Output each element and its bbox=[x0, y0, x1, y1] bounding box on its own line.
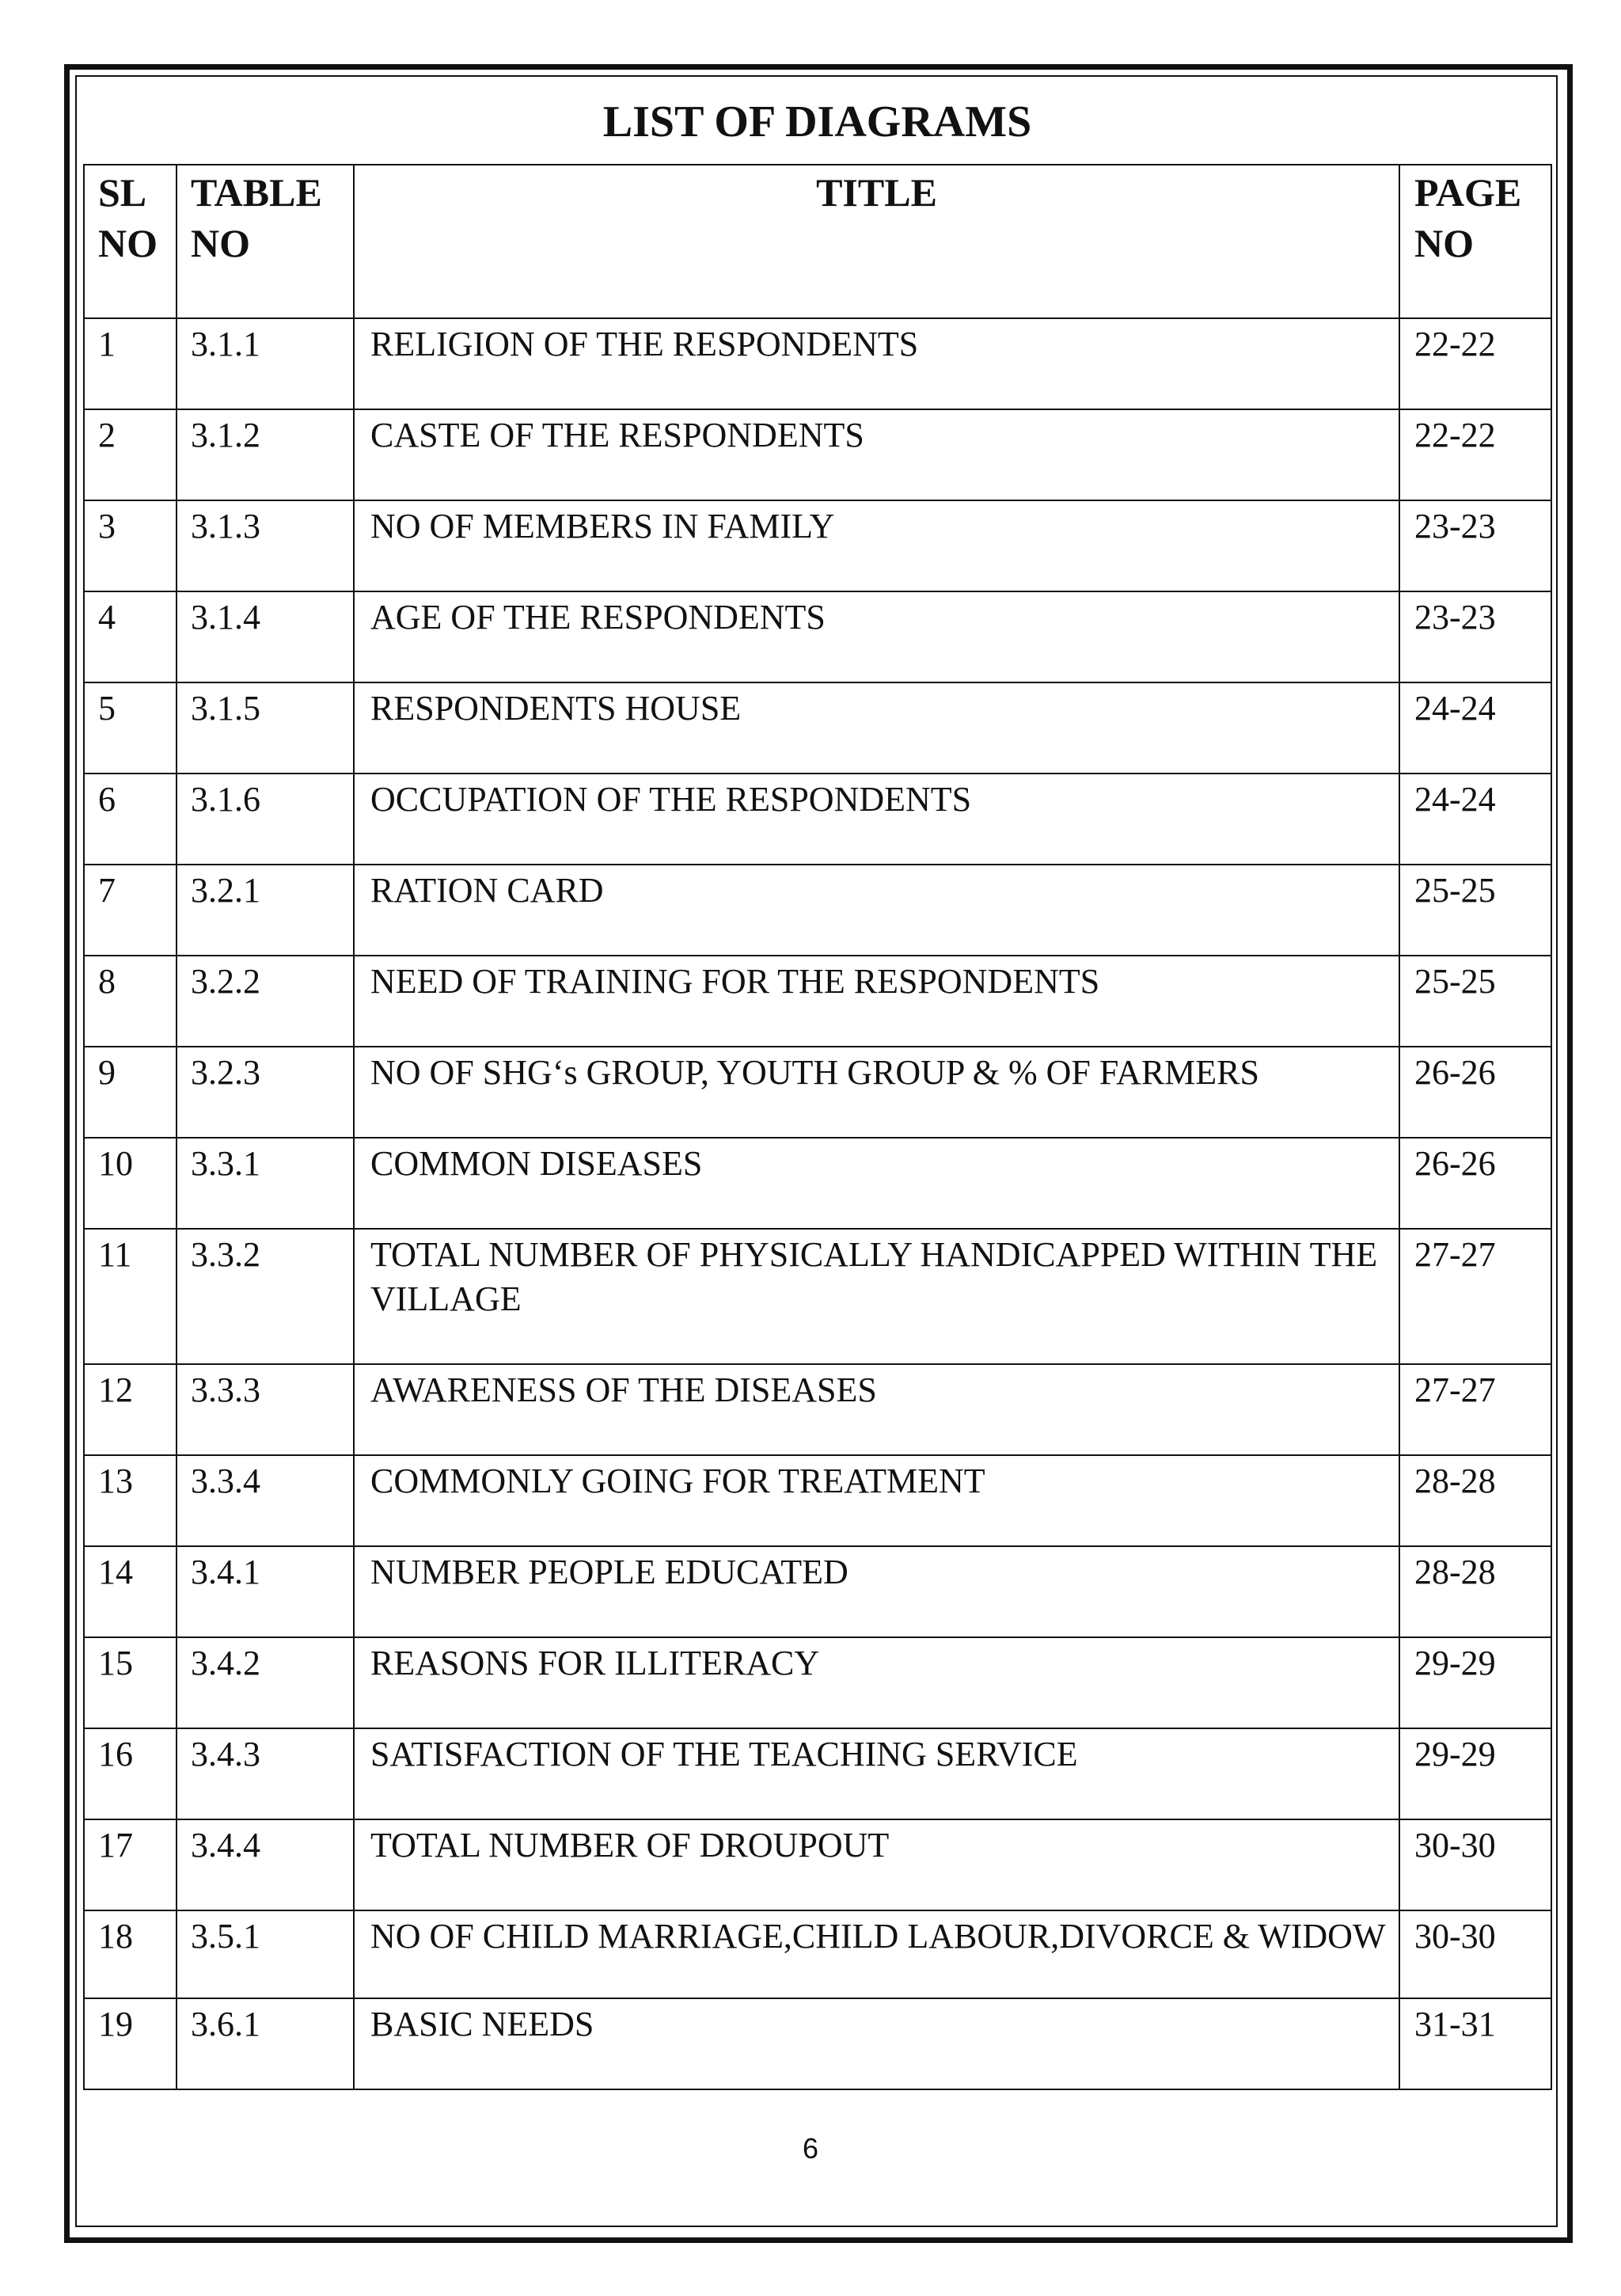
cell-page-no: 22-22 bbox=[1399, 409, 1551, 500]
table-row bbox=[84, 591, 1551, 682]
cell-table-no: 3.4.3 bbox=[177, 1728, 354, 1819]
cell-sl-no: 6 bbox=[84, 774, 177, 865]
cell-title: AGE OF THE RESPONDENTS bbox=[354, 591, 1399, 682]
cell-title: SATISFACTION OF THE TEACHING SERVICE bbox=[354, 1728, 1399, 1819]
cell-title: OCCUPATION OF THE RESPONDENTS bbox=[354, 774, 1399, 865]
cell-title: COMMON DISEASES bbox=[354, 1138, 1399, 1229]
table-row bbox=[84, 1819, 1551, 1910]
cell-title: REASONS FOR ILLITERACY bbox=[354, 1637, 1399, 1728]
cell-sl-no: 7 bbox=[84, 865, 177, 956]
table-row bbox=[84, 1364, 1551, 1455]
cell-page-no: 27-27 bbox=[1399, 1364, 1551, 1455]
cell-title: NEED OF TRAINING FOR THE RESPONDENTS bbox=[354, 956, 1399, 1047]
cell-page-no: 29-29 bbox=[1399, 1637, 1551, 1728]
table-row bbox=[84, 318, 1551, 409]
table-row bbox=[84, 1546, 1551, 1637]
cell-page-no: 30-30 bbox=[1399, 1910, 1551, 1998]
cell-title: TOTAL NUMBER OF DROUPOUT bbox=[354, 1819, 1399, 1910]
cell-title: TOTAL NUMBER OF PHYSICALLY HANDICAPPED WITHIN THE VILLAGE bbox=[354, 1229, 1399, 1364]
table-row bbox=[84, 865, 1551, 956]
cell-page-no: 28-28 bbox=[1399, 1546, 1551, 1637]
cell-sl-no: 4 bbox=[84, 591, 177, 682]
cell-title: CASTE OF THE RESPONDENTS bbox=[354, 409, 1399, 500]
cell-title: NO OF MEMBERS IN FAMILY bbox=[354, 500, 1399, 591]
cell-page-no: 25-25 bbox=[1399, 956, 1551, 1047]
cell-page-no: 28-28 bbox=[1399, 1455, 1551, 1546]
cell-sl-no: 14 bbox=[84, 1546, 177, 1637]
cell-page-no: 23-23 bbox=[1399, 500, 1551, 591]
cell-table-no: 3.5.1 bbox=[177, 1910, 354, 1998]
cell-page-no: 29-29 bbox=[1399, 1728, 1551, 1819]
cell-table-no: 3.1.1 bbox=[177, 318, 354, 409]
cell-page-no: 23-23 bbox=[1399, 591, 1551, 682]
cell-table-no: 3.1.5 bbox=[177, 682, 354, 774]
cell-table-no: 3.3.4 bbox=[177, 1455, 354, 1546]
cell-sl-no: 16 bbox=[84, 1728, 177, 1819]
diagram-list-table bbox=[83, 164, 1552, 2090]
cell-title: RATION CARD bbox=[354, 865, 1399, 956]
header-sl-no: SL NO bbox=[84, 165, 177, 318]
cell-page-no: 24-24 bbox=[1399, 682, 1551, 774]
cell-sl-no: 9 bbox=[84, 1047, 177, 1138]
cell-page-no: 26-26 bbox=[1399, 1138, 1551, 1229]
cell-table-no: 3.1.6 bbox=[177, 774, 354, 865]
cell-sl-no: 2 bbox=[84, 409, 177, 500]
cell-sl-no: 3 bbox=[84, 500, 177, 591]
cell-sl-no: 17 bbox=[84, 1819, 177, 1910]
table-row bbox=[84, 1047, 1551, 1138]
cell-page-no: 25-25 bbox=[1399, 865, 1551, 956]
cell-page-no: 27-27 bbox=[1399, 1229, 1551, 1364]
cell-page-no: 24-24 bbox=[1399, 774, 1551, 865]
cell-table-no: 3.3.3 bbox=[177, 1364, 354, 1455]
cell-title: AWARENESS OF THE DISEASES bbox=[354, 1364, 1399, 1455]
cell-title: NO OF SHG‘s GROUP, YOUTH GROUP & % OF FARMERS bbox=[354, 1047, 1399, 1138]
cell-title: BASIC NEEDS bbox=[354, 1998, 1399, 2089]
cell-table-no: 3.2.1 bbox=[177, 865, 354, 956]
cell-table-no: 3.1.3 bbox=[177, 500, 354, 591]
cell-table-no: 3.2.2 bbox=[177, 956, 354, 1047]
cell-sl-no: 13 bbox=[84, 1455, 177, 1546]
cell-title: RELIGION OF THE RESPONDENTS bbox=[354, 318, 1399, 409]
cell-table-no: 3.4.1 bbox=[177, 1546, 354, 1637]
table-body bbox=[84, 318, 1551, 2089]
table-row bbox=[84, 1455, 1551, 1546]
cell-sl-no: 19 bbox=[84, 1998, 177, 2089]
cell-page-no: 30-30 bbox=[1399, 1819, 1551, 1910]
cell-table-no: 3.3.1 bbox=[177, 1138, 354, 1229]
table-row bbox=[84, 1910, 1551, 1998]
cell-title: NUMBER PEOPLE EDUCATED bbox=[354, 1546, 1399, 1637]
table-row bbox=[84, 500, 1551, 591]
header-page-no: PAGE NO bbox=[1399, 165, 1551, 318]
cell-sl-no: 18 bbox=[84, 1910, 177, 1998]
header-title: TITLE bbox=[354, 165, 1399, 318]
cell-title: RESPONDENTS HOUSE bbox=[354, 682, 1399, 774]
cell-table-no: 3.6.1 bbox=[177, 1998, 354, 2089]
table-row bbox=[84, 1637, 1551, 1728]
cell-page-no: 22-22 bbox=[1399, 318, 1551, 409]
cell-table-no: 3.4.2 bbox=[177, 1637, 354, 1728]
table-row bbox=[84, 956, 1551, 1047]
table-row bbox=[84, 409, 1551, 500]
table-row bbox=[84, 1728, 1551, 1819]
table-row bbox=[84, 1138, 1551, 1229]
cell-table-no: 3.3.2 bbox=[177, 1229, 354, 1364]
table-row bbox=[84, 1229, 1551, 1364]
cell-table-no: 3.2.3 bbox=[177, 1047, 354, 1138]
cell-table-no: 3.4.4 bbox=[177, 1819, 354, 1910]
cell-sl-no: 1 bbox=[84, 318, 177, 409]
page-number: 6 bbox=[802, 2132, 819, 2165]
cell-page-no: 31-31 bbox=[1399, 1998, 1551, 2089]
cell-table-no: 3.1.2 bbox=[177, 409, 354, 500]
cell-sl-no: 8 bbox=[84, 956, 177, 1047]
cell-sl-no: 12 bbox=[84, 1364, 177, 1455]
table-row bbox=[84, 1998, 1551, 2089]
cell-table-no: 3.1.4 bbox=[177, 591, 354, 682]
cell-title: NO OF CHILD MARRIAGE,CHILD LABOUR,DIVORCE & WIDOW bbox=[354, 1910, 1399, 1998]
header-table-no: TABLE NO bbox=[177, 165, 354, 318]
page-title: LIST OF DIAGRAMS bbox=[602, 97, 1032, 146]
table-row bbox=[84, 682, 1551, 774]
table-header-row bbox=[84, 165, 1551, 318]
cell-title: COMMONLY GOING FOR TREATMENT bbox=[354, 1455, 1399, 1546]
cell-sl-no: 15 bbox=[84, 1637, 177, 1728]
table-row bbox=[84, 774, 1551, 865]
cell-sl-no: 11 bbox=[84, 1229, 177, 1364]
cell-sl-no: 5 bbox=[84, 682, 177, 774]
cell-sl-no: 10 bbox=[84, 1138, 177, 1229]
cell-page-no: 26-26 bbox=[1399, 1047, 1551, 1138]
